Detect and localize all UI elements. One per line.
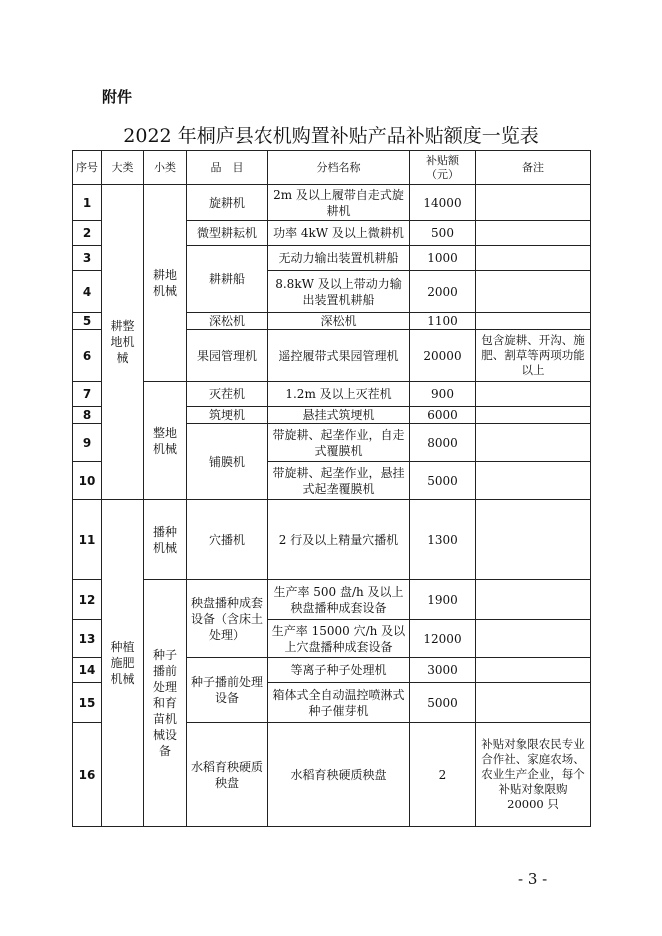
page-number: - 3 - (518, 870, 548, 888)
amount-cell: 14000 (410, 185, 476, 221)
item-cell: 旋耕机 (187, 185, 268, 221)
amount-cell: 5000 (410, 683, 476, 723)
remark-cell (476, 620, 591, 658)
row-number: 6 (73, 330, 102, 382)
row-number: 1 (73, 185, 102, 221)
amount-cell: 3000 (410, 658, 476, 683)
category-cell: 耕整地机械 (102, 185, 144, 500)
header-category: 大类 (102, 151, 144, 185)
table-row (73, 185, 591, 221)
item-cell: 筑埂机 (187, 407, 268, 424)
remark-cell (476, 683, 591, 723)
header-subcategory: 小类 (144, 151, 187, 185)
item-cell: 种子播前处理设备 (187, 658, 268, 723)
subcategory-cell: 种子播前处理和育苗机械设备 (144, 580, 187, 827)
remark-cell (476, 221, 591, 246)
grade-cell: 2m 及以上履带自走式旋耕机 (268, 185, 410, 221)
header-remark: 备注 (476, 151, 591, 185)
grade-cell: 2 行及以上精量穴播机 (268, 500, 410, 580)
row-number: 11 (73, 500, 102, 580)
remark-cell (476, 382, 591, 407)
grade-cell: 带旋耕、起垄作业，自走式覆膜机 (268, 424, 410, 462)
amount-cell: 2 (410, 723, 476, 827)
grade-cell: 生产率 500 盘/h 及以上秧盘播种成套设备 (268, 580, 410, 620)
subsidy-table (72, 150, 591, 827)
grade-cell: 生产率 15000 穴/h 及以上穴盘播种成套设备 (268, 620, 410, 658)
row-number: 4 (73, 271, 102, 313)
row-number: 15 (73, 683, 102, 723)
remark-cell (476, 271, 591, 313)
remark-cell (476, 246, 591, 271)
row-number: 10 (73, 462, 102, 500)
header-item: 品 目 (187, 151, 268, 185)
row-number: 7 (73, 382, 102, 407)
remark-cell: 补贴对象限农民专业合作社、家庭农场、农业生产企业，每个补贴对象限购 20000 只 (476, 723, 591, 827)
grade-cell: 箱体式全自动温控喷淋式种子催芽机 (268, 683, 410, 723)
grade-cell: 8.8kW 及以上带动力输出装置机耕船 (268, 271, 410, 313)
category-cell: 种植施肥机械 (102, 500, 144, 827)
table-row (73, 500, 591, 580)
row-number: 14 (73, 658, 102, 683)
subcategory-cell: 播种机械 (144, 500, 187, 580)
header-amount: 补贴额（元） (410, 151, 476, 185)
row-number: 2 (73, 221, 102, 246)
grade-cell: 遥控履带式果园管理机 (268, 330, 410, 382)
table-row (73, 580, 591, 620)
amount-cell: 1100 (410, 313, 476, 330)
row-number: 5 (73, 313, 102, 330)
amount-cell: 1300 (410, 500, 476, 580)
attachment-label: 附件 (102, 88, 133, 106)
item-cell: 果园管理机 (187, 330, 268, 382)
remark-cell (476, 407, 591, 424)
amount-cell: 1900 (410, 580, 476, 620)
remark-cell (476, 500, 591, 580)
remark-cell (476, 658, 591, 683)
row-number: 13 (73, 620, 102, 658)
table-row (73, 382, 591, 407)
grade-cell: 水稻育秧硬质秧盘 (268, 723, 410, 827)
row-number: 16 (73, 723, 102, 827)
remark-cell (476, 580, 591, 620)
item-cell: 秧盘播种成套设备（含床土处理） (187, 580, 268, 658)
header-seq: 序号 (73, 151, 102, 185)
item-cell: 铺膜机 (187, 424, 268, 500)
amount-cell: 500 (410, 221, 476, 246)
amount-cell: 8000 (410, 424, 476, 462)
item-cell: 灭茬机 (187, 382, 268, 407)
page-title: 2022 年桐庐县农机购置补贴产品补贴额度一览表 (123, 125, 539, 147)
remark-cell (476, 462, 591, 500)
row-number: 9 (73, 424, 102, 462)
item-cell: 水稻育秧硬质秧盘 (187, 723, 268, 827)
grade-cell: 1.2m 及以上灭茬机 (268, 382, 410, 407)
amount-cell: 2000 (410, 271, 476, 313)
row-number: 12 (73, 580, 102, 620)
remark-cell (476, 424, 591, 462)
item-cell: 穴播机 (187, 500, 268, 580)
header-row (73, 151, 591, 185)
row-number: 3 (73, 246, 102, 271)
amount-cell: 5000 (410, 462, 476, 500)
grade-cell: 等离子种子处理机 (268, 658, 410, 683)
amount-cell: 20000 (410, 330, 476, 382)
grade-cell: 悬挂式筑埂机 (268, 407, 410, 424)
item-cell: 深松机 (187, 313, 268, 330)
amount-cell: 6000 (410, 407, 476, 424)
subcategory-cell: 耕地机械 (144, 185, 187, 382)
header-grade: 分档名称 (268, 151, 410, 185)
grade-cell: 无动力输出装置机耕船 (268, 246, 410, 271)
grade-cell: 功率 4kW 及以上微耕机 (268, 221, 410, 246)
remark-cell (476, 185, 591, 221)
row-number: 8 (73, 407, 102, 424)
remark-cell (476, 313, 591, 330)
grade-cell: 深松机 (268, 313, 410, 330)
subcategory-cell: 整地机械 (144, 382, 187, 500)
item-cell: 微型耕耘机 (187, 221, 268, 246)
amount-cell: 900 (410, 382, 476, 407)
grade-cell: 带旋耕、起垄作业，悬挂式起垄覆膜机 (268, 462, 410, 500)
amount-cell: 12000 (410, 620, 476, 658)
item-cell: 耕耕船 (187, 246, 268, 313)
amount-cell: 1000 (410, 246, 476, 271)
remark-cell: 包含旋耕、开沟、施肥、割草等两项功能以上 (476, 330, 591, 382)
